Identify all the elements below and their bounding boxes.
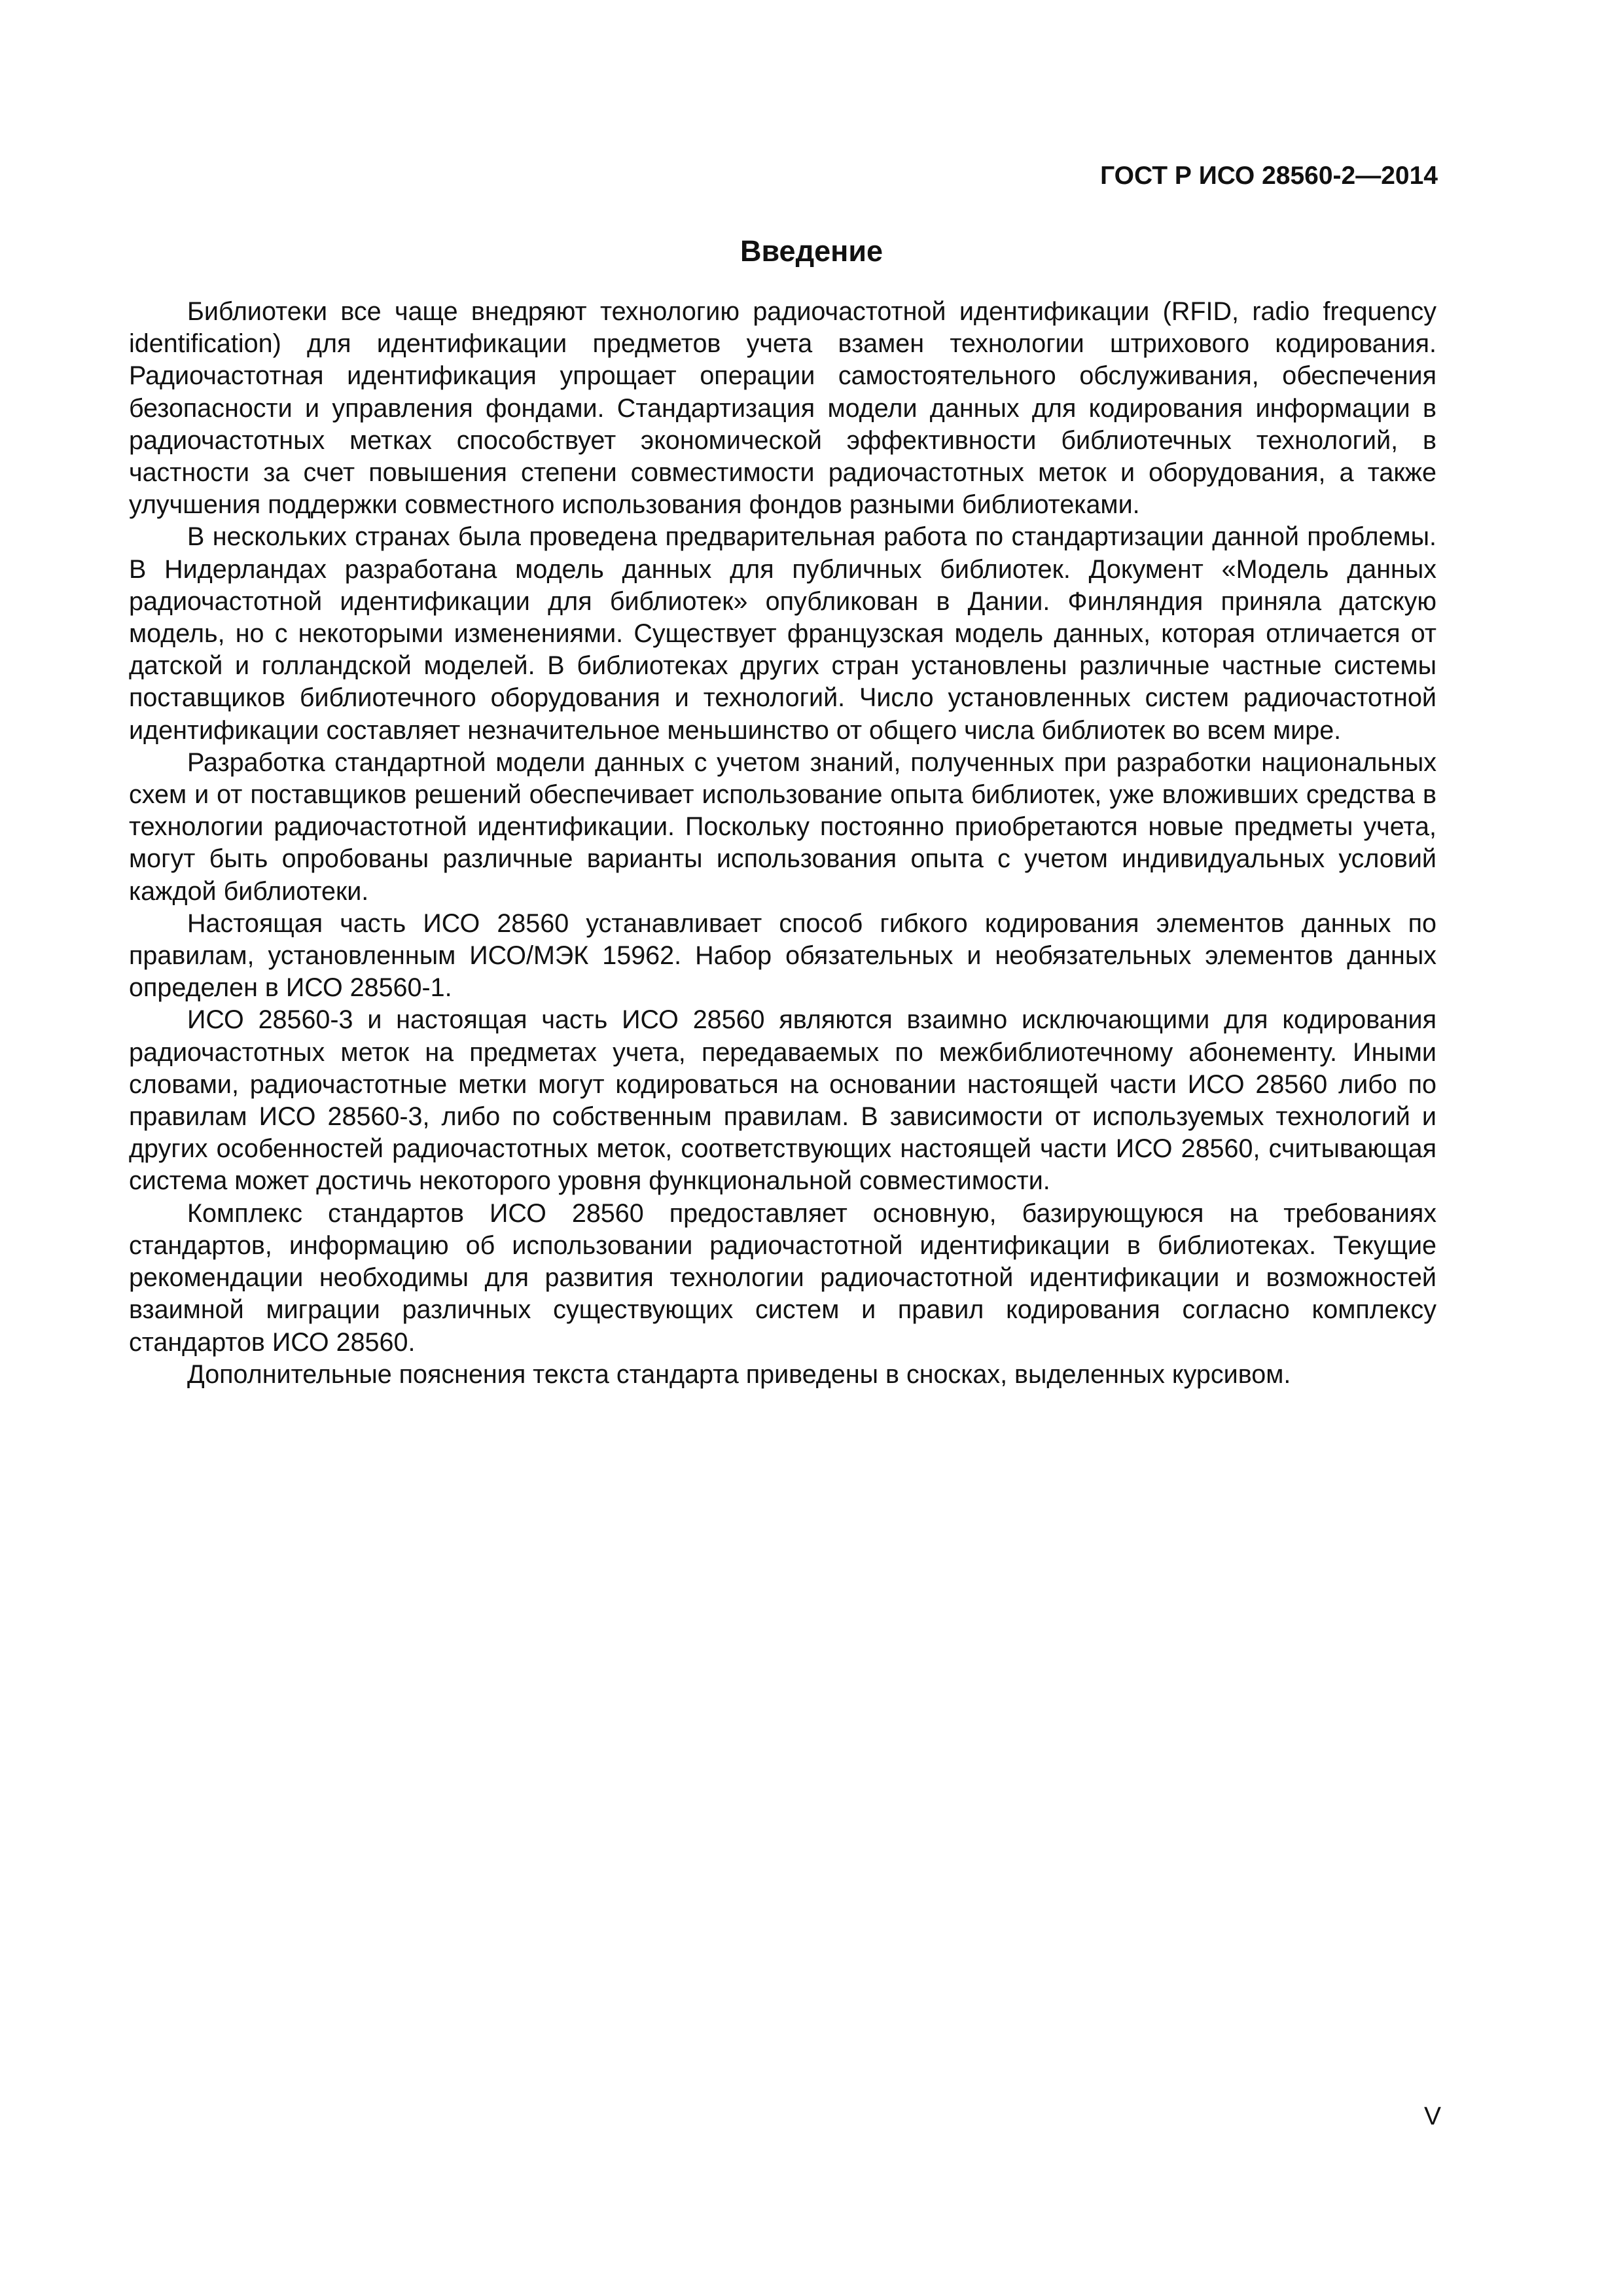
- paragraph-part-2-scope: Настоящая часть ИСО 28560 устанавливает способ гибкого кодирования элементов данных по правилам, установленным ИСО/МЭК 15962. Набор обязательных и необязательных элементов данных определен в ИСО 28560-1.: [129, 908, 1436, 1003]
- paragraph-rfid-overview: Библиотеки все чаще внедряют технологию радиочастотной идентификации (RFID, radio frequency identification) для идентификации предметов учета взамен технологии штрихового кодирования. Радиочастотная идентификация упрощает операции самостоятельного обслуживания, обеспечения безопасности и управления фондами. Стандартизация модели данных для кодирования информации в радиочастотных метках способствует экономической эффективности библиотечных технологий, в частности за счет повышения степени совместимости радиочастотных меток и оборудования, а также улучшения поддержки совместного использования фондов разными библиотеками.: [129, 297, 1436, 520]
- paragraph-part-3-relationship: ИСО 28560-3 и настоящая часть ИСО 28560 являются взаимно исключающими для кодирования радиочастотных меток на предметах учета, передаваемых по межбиблиотечному абонементу. Иными словами, радиочастотные метки могут кодироваться на основании настоящей части ИСО 28560 либо по правилам ИСО 28560-3, либо по собственным правилам. В зависимости от используемых технологий и других особенностей радиочастотных меток, соответствующих настоящей части ИСО 28560, считывающая система может достичь некоторого уровня функциональной совместимости.: [129, 1005, 1436, 1196]
- section-title: Введение: [740, 234, 883, 268]
- paragraph-series-purpose: Комплекс стандартов ИСО 28560 предоставляет основную, базирующуюся на требованиях стандартов, информацию об использовании радиочастотной идентификации в библиотеках. Текущие рекомендации необходимы для развития технологии радиочастотной идентификации и возможностей взаимной миграции различных существующих систем и правил кодирования согласно комплексу стандартов ИСО 28560.: [129, 1198, 1436, 1357]
- body-text: [129, 296, 1436, 1391]
- paragraph-national-models: В нескольких странах была проведена предварительная работа по стандартизации данной проблемы. В Нидерландах разработана модель данных для публичных библиотек. Документ «Модель данных радиочастотной идентификации для библиотек» опубликован в Дании. Финляндия приняла датскую модель, но с некоторыми изменениями. Существует французская модель данных, которая отличается от датской и голландской моделей. В библиотеках других стран установлены различные частные системы поставщиков библиотечного оборудования и технологий. Число установленных систем радиочастотной идентификации составляет незначительное меньшинство от общего числа библиотек во всем мире.: [129, 522, 1436, 745]
- paragraph-standard-model-development: Разработка стандартной модели данных с учетом знаний, полученных при разработки национальных схем и от поставщиков решений обеспечивает использование опыта библиотек, уже вложивших средства в технологии радиочастотной идентификации. Поскольку постоянно приобретаются новые предметы учета, могут быть опробованы различные варианты использования опыта с учетом индивидуальных условий каждой библиотеки.: [129, 747, 1436, 906]
- standard-code-header: ГОСТ Р ИСО 28560-2—2014: [1100, 162, 1438, 190]
- page-number: V: [1423, 2102, 1441, 2130]
- paragraph-footnotes-note: Дополнительные пояснения текста стандарта приведены в сносках, выделенных курсивом.: [187, 1359, 1291, 1389]
